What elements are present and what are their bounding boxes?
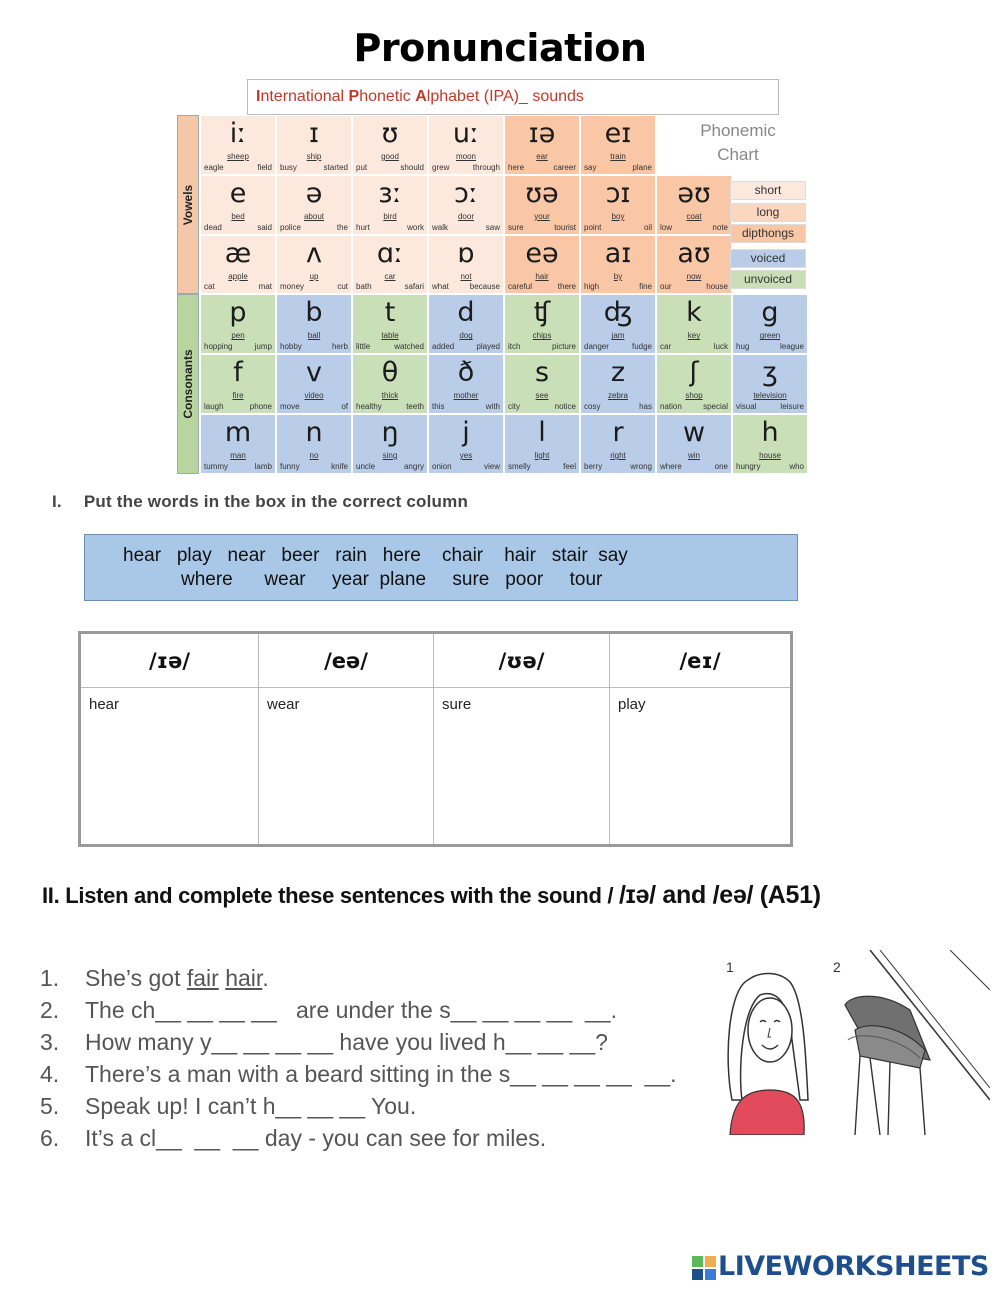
- ipa-symbol: g: [761, 297, 779, 329]
- ipa-example: see: [535, 391, 549, 401]
- ipa-word-right: oil: [643, 222, 652, 232]
- ipa-symbol: θ: [381, 357, 399, 389]
- ipa-example: your: [534, 211, 550, 221]
- ipa-symbol: ɔː: [454, 177, 478, 209]
- sentence-5: 5. Speak up! I can’t h__ __ __ You.: [40, 1093, 417, 1119]
- chart-header: International Phonetic Alphabet (IPA)_ sounds: [247, 79, 779, 115]
- ipa-example: door: [457, 211, 474, 221]
- ipa-word-right: special: [703, 401, 728, 411]
- ipa-word-left: healthy: [356, 401, 382, 411]
- ipa-word-left: move: [280, 401, 300, 411]
- ipa-cell: [428, 294, 504, 354]
- ipa-cell: [352, 235, 428, 295]
- ipa-word-right: played: [476, 342, 500, 352]
- ipa-example: moon: [455, 152, 476, 161]
- ipa-word-left: danger: [584, 342, 609, 352]
- ipa-example: light: [534, 451, 550, 460]
- column-body-ia: [81, 688, 259, 844]
- ipa-word-right: cut: [337, 282, 348, 292]
- ipa-symbol: v: [306, 357, 322, 389]
- ipa-symbol: æ: [224, 237, 252, 269]
- vowels-label: Vowels: [177, 115, 199, 294]
- ipa-symbol: ɒ: [457, 237, 475, 269]
- ipa-example: green: [759, 331, 781, 341]
- ipa-symbol: d: [457, 297, 475, 329]
- ipa-symbol: ɔɪ: [605, 177, 631, 209]
- ipa-cell: [352, 354, 428, 414]
- ipa-word-right: with: [485, 401, 500, 411]
- word-box-line-1: hear play near beer rain here chair hair stair say: [123, 545, 628, 566]
- ipa-cell: [580, 175, 656, 235]
- ipa-word-left: eagle: [204, 162, 224, 172]
- ipa-example: coat: [686, 211, 702, 221]
- ipa-word-left: added: [432, 342, 455, 352]
- ipa-example: television: [753, 391, 787, 401]
- girl-drawing: [728, 974, 808, 1136]
- ipa-word-left: hungry: [736, 461, 761, 471]
- ipa-example: pen: [231, 331, 245, 341]
- consonants-label: Consonants: [177, 294, 199, 474]
- ipa-symbol: ð: [457, 357, 475, 389]
- ipa-example: car: [384, 271, 396, 281]
- ipa-symbol: ɪə: [528, 118, 556, 149]
- column-header-ia: /ɪə/: [81, 634, 259, 688]
- ipa-word-left: our: [660, 282, 672, 292]
- ipa-word-right: knife: [331, 461, 348, 471]
- ipa-cell: [352, 294, 428, 354]
- ipa-cell: [200, 354, 276, 414]
- ipa-cell: [656, 414, 732, 474]
- ipa-symbol: p: [229, 297, 247, 329]
- ipa-word-right: work: [407, 222, 424, 232]
- ipa-example: boy: [611, 211, 625, 221]
- ipa-cell: [276, 294, 352, 354]
- ipa-word-right: tourist: [554, 222, 576, 232]
- legend-long: long: [730, 203, 806, 222]
- ipa-word-left: berry: [584, 461, 603, 471]
- ipa-cell: [732, 294, 808, 354]
- ipa-word-left: careful: [508, 282, 533, 292]
- ipa-cell: [200, 414, 276, 474]
- ipa-word-left: hopping: [204, 342, 233, 352]
- ipa-word-right: saw: [485, 222, 500, 232]
- ipa-cell: [656, 235, 732, 295]
- ipa-symbol: eə: [525, 237, 559, 269]
- ipa-cell: [200, 235, 276, 295]
- ipa-word-left: busy: [280, 162, 297, 172]
- ipa-symbol: n: [305, 417, 323, 448]
- exercise-1-instruction: I. Put the words in the box in the correct column: [52, 492, 469, 511]
- ipa-word-left: cat: [204, 282, 215, 292]
- ipa-word-left: bath: [356, 282, 372, 292]
- ipa-word-left: smelly: [508, 461, 531, 471]
- ipa-symbol: ɪ: [308, 118, 320, 149]
- ipa-word-right: field: [257, 162, 272, 172]
- ipa-example: good: [381, 152, 399, 161]
- ipa-word-right: teeth: [406, 401, 424, 411]
- picture-label-2: 2: [833, 959, 841, 975]
- ipa-cell: [504, 115, 580, 175]
- ipa-cell: [428, 354, 504, 414]
- ipa-example: bed: [231, 211, 245, 221]
- answer-input-ua[interactable]: [442, 696, 592, 713]
- ipa-example: house: [759, 451, 781, 460]
- ipa-example: video: [304, 391, 324, 401]
- ipa-example: hair: [535, 271, 549, 281]
- ipa-word-right: there: [557, 282, 576, 292]
- ipa-word-right: said: [257, 222, 272, 232]
- ipa-word-right: through: [472, 162, 500, 172]
- ipa-example: no: [309, 451, 319, 460]
- chairs-drawing: [845, 950, 990, 1135]
- ipa-example: shop: [685, 391, 703, 401]
- ipa-symbol: ʊ: [381, 118, 399, 149]
- legend-dipthongs: dipthongs: [730, 224, 806, 243]
- picture-label-1: 1: [726, 959, 734, 975]
- ipa-cell: [352, 115, 428, 175]
- ipa-symbol: ʒ: [762, 357, 778, 389]
- column-body-ea: [259, 688, 434, 844]
- sentence-2: 2. The ch__ __ __ __ are under the s__ __ __ __ __.: [40, 997, 617, 1023]
- ipa-symbol: iː: [229, 118, 247, 149]
- sentence-6: 6. It’s a cl__ __ __ day - you can see for miles.: [40, 1125, 547, 1151]
- ipa-example: sheep: [227, 152, 249, 161]
- ipa-example: not: [460, 271, 472, 281]
- ipa-example: by: [613, 271, 623, 281]
- ipa-cell: [580, 354, 656, 414]
- page-title: Pronunciation: [353, 26, 647, 70]
- ipa-word-left: itch: [508, 342, 521, 352]
- ipa-example: key: [687, 331, 701, 341]
- ipa-symbol: k: [686, 297, 702, 329]
- ipa-symbol: ɜː: [378, 177, 402, 209]
- column-header-ua: /ʊə/: [434, 634, 610, 688]
- sentence-4: 4. There’s a man with a beard sitting in the s__ __ __ __ __.: [40, 1061, 677, 1087]
- answer-input-ei[interactable]: [618, 696, 768, 713]
- ipa-symbol: ʌ: [306, 237, 322, 269]
- ipa-word-right: watched: [394, 342, 424, 352]
- ipa-word-left: put: [356, 162, 368, 172]
- sentence-1: 1. She’s got fair hair.: [40, 965, 269, 991]
- ipa-example: yes: [459, 451, 473, 460]
- ipa-cell: [580, 115, 656, 175]
- ipa-word-right: started: [323, 162, 348, 172]
- ipa-word-right: angry: [403, 461, 424, 471]
- word-box-line-2: where wear year plane sure poor tour: [181, 569, 603, 590]
- ipa-example: right: [610, 451, 626, 460]
- ipa-example: ball: [307, 331, 321, 341]
- ipa-cell: [428, 235, 504, 295]
- ipa-example: now: [686, 271, 702, 281]
- ipa-cell: [580, 414, 656, 474]
- ipa-word-left: city: [508, 401, 520, 411]
- ipa-cell: [504, 414, 580, 474]
- ipa-symbol: ʤ: [603, 297, 633, 329]
- ipa-word-left: dead: [204, 222, 222, 232]
- ipa-cell: [276, 414, 352, 474]
- ipa-word-right: should: [400, 162, 424, 172]
- ipa-cell: [200, 294, 276, 354]
- ipa-word-left: laugh: [204, 401, 224, 411]
- ipa-word-left: little: [356, 342, 371, 352]
- ipa-word-right: fine: [639, 282, 652, 292]
- column-header-ei: /eɪ/: [610, 634, 790, 688]
- ipa-word-left: money: [280, 282, 305, 292]
- ipa-word-right: jump: [254, 342, 272, 352]
- ipa-word-right: because: [469, 282, 500, 292]
- ipa-example: jam: [611, 331, 625, 341]
- ipa-word-left: this: [432, 401, 445, 411]
- ipa-word-right: who: [789, 461, 804, 471]
- ipa-word-right: house: [706, 282, 728, 292]
- ipa-symbol: m: [224, 417, 252, 448]
- ipa-word-right: fudge: [631, 342, 652, 352]
- ipa-symbol: r: [612, 417, 624, 448]
- ipa-word-right: notice: [554, 401, 576, 411]
- ipa-symbol: aɪ: [604, 237, 632, 269]
- ipa-word-left: hobby: [280, 342, 302, 352]
- ipa-cell: [276, 115, 352, 175]
- ipa-example: table: [381, 331, 399, 341]
- ipa-symbol: eɪ: [604, 118, 632, 149]
- ipa-example: about: [303, 211, 325, 221]
- legend-voiced: voiced: [730, 249, 806, 268]
- ipa-word-left: point: [584, 222, 602, 232]
- ipa-word-left: car: [660, 342, 672, 352]
- liveworksheets-brand: LIVEWORKSHEETS: [718, 1251, 989, 1282]
- ipa-word-right: phone: [249, 401, 272, 411]
- ipa-symbol: j: [462, 417, 470, 448]
- ipa-word-right: luck: [713, 342, 728, 352]
- ipa-word-left: visual: [736, 401, 757, 411]
- ipa-symbol: uː: [452, 118, 480, 149]
- ipa-word-right: league: [779, 342, 804, 352]
- ipa-symbol: ʧ: [533, 297, 551, 329]
- word-box: [84, 534, 798, 601]
- illustration-hair-chairs: [720, 950, 990, 1135]
- ipa-cell: [580, 294, 656, 354]
- ipa-word-right: has: [639, 401, 652, 411]
- ipa-word-left: here: [508, 162, 525, 172]
- ipa-symbol: z: [610, 357, 626, 389]
- ipa-word-left: say: [584, 162, 597, 172]
- ipa-word-right: leisure: [780, 401, 804, 411]
- liveworksheets-logo-icon: [692, 1256, 716, 1280]
- ipa-example: fire: [232, 391, 244, 401]
- ipa-example: zebra: [607, 391, 628, 401]
- ipa-word-left: hurt: [356, 222, 370, 232]
- ipa-cell: [580, 235, 656, 295]
- answer-input-ia[interactable]: [89, 696, 239, 713]
- ipa-word-right: note: [712, 222, 728, 232]
- ipa-word-right: wrong: [630, 461, 652, 471]
- ipa-cell: [276, 235, 352, 295]
- ipa-cell: [200, 175, 276, 235]
- ipa-example: man: [230, 451, 246, 460]
- ipa-cell: [276, 354, 352, 414]
- column-body-ei: [610, 688, 790, 844]
- ipa-word-right: herb: [331, 342, 348, 352]
- legend-short: short: [730, 181, 806, 200]
- ipa-symbol: f: [233, 357, 243, 389]
- ipa-symbol: b: [305, 297, 323, 329]
- ipa-word-left: high: [584, 282, 600, 292]
- ipa-symbol: ɑː: [376, 237, 404, 269]
- ipa-word-left: hug: [736, 342, 750, 352]
- ipa-example: train: [610, 152, 626, 161]
- ipa-cell: [504, 235, 580, 295]
- ipa-cell: [428, 115, 504, 175]
- ipa-example: ear: [536, 152, 548, 161]
- ipa-symbol: ʊə: [525, 177, 559, 209]
- ipa-word-right: view: [483, 461, 500, 471]
- ipa-word-left: tummy: [204, 461, 228, 471]
- ipa-word-left: low: [660, 222, 673, 232]
- column-body-ua: [434, 688, 610, 844]
- ipa-example: chips: [532, 331, 552, 341]
- ipa-example: win: [687, 451, 700, 460]
- ipa-cell: [504, 354, 580, 414]
- exercise-2-instruction: II. Listen and complete these sentences with the sound / /ɪə/ and /eə/ (A51): [42, 881, 821, 909]
- ipa-symbol: ʃ: [689, 357, 699, 389]
- ipa-word-left: funny: [280, 461, 300, 471]
- ipa-word-left: what: [432, 282, 449, 292]
- ipa-chart: [177, 115, 806, 474]
- ipa-word-left: grew: [432, 162, 450, 172]
- ipa-cell: [732, 354, 808, 414]
- ipa-word-right: of: [341, 401, 348, 411]
- ipa-cell: [200, 115, 276, 175]
- ipa-symbol: s: [534, 357, 550, 389]
- ipa-word-left: where: [660, 461, 682, 471]
- ipa-word-right: the: [336, 222, 348, 232]
- ipa-cell: [428, 175, 504, 235]
- ipa-example: mother: [453, 391, 479, 401]
- answer-input-ea[interactable]: [267, 696, 417, 713]
- phonemic-chart-label: Phonemic Chart: [700, 121, 776, 164]
- ipa-cell: [276, 175, 352, 235]
- ipa-cell: [504, 294, 580, 354]
- ipa-word-right: career: [553, 162, 576, 172]
- ipa-symbol: əʊ: [677, 177, 711, 209]
- ipa-example: thick: [381, 391, 399, 401]
- ipa-example: bird: [383, 211, 397, 221]
- column-header-ea: /eə/: [259, 634, 434, 688]
- ipa-cell: [428, 414, 504, 474]
- ipa-cell: [504, 175, 580, 235]
- ipa-word-right: picture: [551, 342, 576, 352]
- ipa-word-right: safari: [404, 282, 424, 292]
- ipa-cell: [656, 175, 732, 235]
- ipa-word-right: mat: [258, 282, 272, 292]
- ipa-cell: [656, 294, 732, 354]
- ipa-example: dog: [459, 331, 473, 341]
- ipa-cell: [352, 414, 428, 474]
- ipa-word-left: cosy: [584, 401, 601, 411]
- ipa-word-left: police: [280, 222, 301, 232]
- ipa-word-right: feel: [563, 461, 576, 471]
- ipa-example: ship: [306, 152, 322, 161]
- ipa-word-right: plane: [632, 162, 652, 172]
- ipa-symbol: ə: [305, 177, 323, 209]
- ipa-word-left: sure: [508, 222, 524, 232]
- ipa-symbol: h: [761, 417, 779, 448]
- ipa-example: sing: [382, 451, 398, 460]
- ipa-word-left: onion: [432, 461, 452, 471]
- ipa-word-left: uncle: [356, 461, 376, 471]
- sentence-3: 3. How many y__ __ __ __ have you lived h__ __ __?: [40, 1029, 608, 1055]
- ipa-symbol: t: [384, 297, 396, 329]
- ipa-word-right: one: [714, 461, 728, 471]
- ipa-word-right: lamb: [254, 461, 272, 471]
- ipa-example: up: [309, 271, 319, 281]
- answer-table: [78, 631, 793, 847]
- ipa-word-left: nation: [660, 401, 682, 411]
- ipa-symbol: aʊ: [677, 237, 711, 269]
- ipa-symbol: e: [229, 177, 247, 209]
- ipa-word-left: walk: [432, 222, 449, 232]
- ipa-symbol: w: [682, 417, 706, 448]
- ipa-symbol: l: [538, 417, 546, 448]
- ipa-cell: [656, 354, 732, 414]
- legend-unvoiced: unvoiced: [730, 270, 806, 289]
- ipa-cell: [732, 414, 808, 474]
- ipa-cell: [352, 175, 428, 235]
- ipa-example: apple: [228, 271, 248, 281]
- ipa-symbol: ŋ: [381, 417, 399, 448]
